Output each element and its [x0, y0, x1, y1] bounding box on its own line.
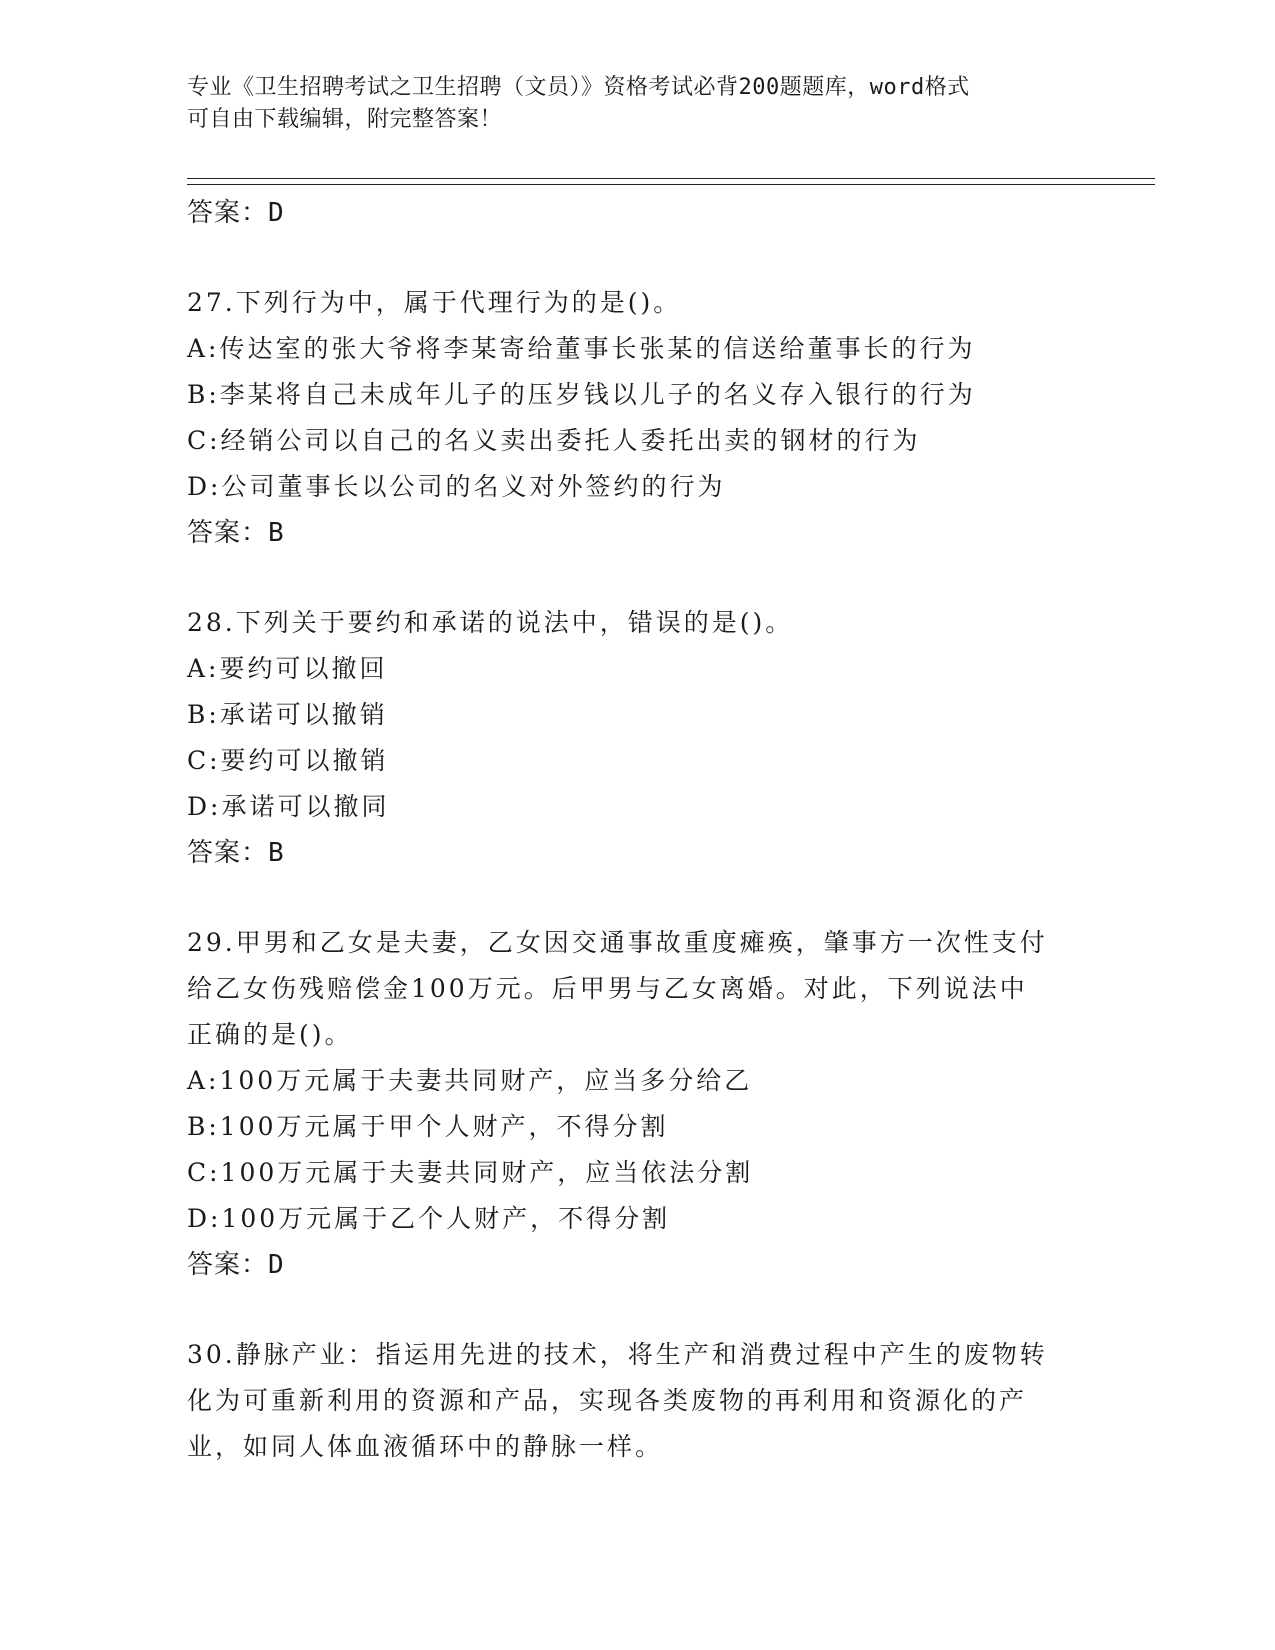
header-rule	[187, 178, 1155, 179]
option-a: A:100万元属于夫妻共同财产，应当多分给乙	[187, 1066, 753, 1095]
option-b: B:100万元属于甲个人财产，不得分割	[187, 1112, 669, 1141]
answer: 答案：B	[187, 518, 285, 548]
answer: 答案：D	[187, 1250, 285, 1280]
header-line-1: 专业《卫生招聘考试之卫生招聘（文员）》资格考试必背200题题库，word格式	[187, 75, 970, 100]
question-text: 30.静脉产业：指运用先进的技术，将生产和消费过程中产生的废物转	[187, 1340, 1048, 1369]
option-d: D:公司董事长以公司的名义对外签约的行为	[187, 472, 726, 501]
header-rule-second	[187, 184, 1155, 185]
question-30	[187, 1332, 1087, 1470]
option-a: A:传达室的张大爷将李某寄给董事长张某的信送给董事长的行为	[187, 334, 976, 363]
question-27	[187, 280, 1087, 556]
question-text: 29.甲男和乙女是夫妻，乙女因交通事故重度瘫痪，肇事方一次性支付	[187, 928, 1048, 957]
option-a: A:要约可以撤回	[187, 654, 388, 683]
spacer	[187, 1288, 1087, 1332]
option-b: B:承诺可以撤销	[187, 700, 388, 729]
question-text: 正确的是()。	[187, 1020, 353, 1049]
option-c: C:要约可以撤销	[187, 746, 389, 775]
option-b: B:李某将自己未成年儿子的压岁钱以儿子的名义存入银行的行为	[187, 380, 976, 409]
header-line-2: 可自由下载编辑，附完整答案！	[187, 107, 503, 132]
option-c: C:经销公司以自己的名义卖出委托人委托出卖的钢材的行为	[187, 426, 921, 455]
question-29	[187, 920, 1087, 1288]
option-d: D:承诺可以撤同	[187, 792, 390, 821]
question-28	[187, 600, 1087, 876]
question-text: 28.下列关于要约和承诺的说法中，错误的是()。	[187, 608, 794, 637]
spacer	[187, 876, 1087, 920]
previous-answer: 答案：D	[187, 198, 285, 228]
document-header	[187, 72, 1067, 136]
question-text: 给乙女伤残赔偿金100万元。后甲男与乙女离婚。对此，下列说法中	[187, 974, 1028, 1003]
option-d: D:100万元属于乙个人财产，不得分割	[187, 1204, 671, 1233]
question-text: 业，如同人体血液循环中的静脉一样。	[187, 1432, 664, 1461]
answer: 答案：B	[187, 838, 285, 868]
option-c: C:100万元属于夫妻共同财产，应当依法分割	[187, 1158, 754, 1187]
question-text: 27.下列行为中，属于代理行为的是()。	[187, 288, 682, 317]
spacer	[187, 236, 1087, 280]
question-text: 化为可重新利用的资源和产品，实现各类废物的再利用和资源化的产	[187, 1386, 1028, 1415]
spacer	[187, 556, 1087, 600]
question-list	[187, 190, 1087, 1470]
